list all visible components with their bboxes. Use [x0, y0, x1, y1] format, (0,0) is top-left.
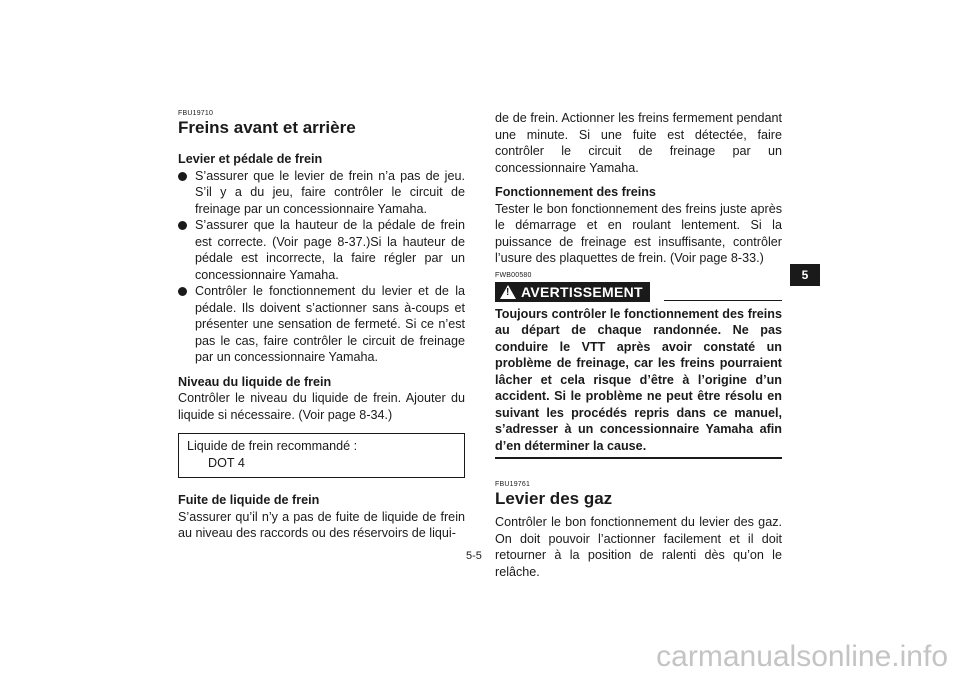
bullet-icon	[178, 221, 187, 230]
subheading-fluid-level: Niveau du liquide de frein	[178, 374, 332, 389]
bullet-icon	[178, 172, 187, 181]
subheading-brake-lever: Levier et pédale de frein	[178, 152, 323, 166]
warning-code: FWB00580	[495, 271, 532, 279]
section2-code: FBU19761	[495, 481, 531, 488]
bullet-icon	[178, 287, 187, 296]
paragraph-throttle: Contrôler le bon fonctionnement du levier des gaz. On doit pouvoir l’actionner facilement et il doit retourner à la position de ralenti dès qu’on le relâche.	[495, 515, 782, 579]
paragraph-fluid-level: Contrôler le niveau du liquide de frein. Ajouter du liquide si nécessaire. (Voir page 8-34.)	[178, 391, 465, 422]
list-item: Contrôler le fonctionnement du levier et de la pédale. Ils doivent s’actionner sans à-coups et présenter une sensation de fermeté. Si ce n’est pas le cas, faire contrôler le circuit de freinage par un concessionnaire Yamaha.	[178, 283, 465, 366]
chapter-tab: 5	[790, 264, 820, 286]
warning-text: Toujours contrôler le fonctionnement des freins au départ de chaque randonnée. Ne pas conduire le VTT après avoir constaté un problème de freinage, car les freins pourraient lâcher et cela risque d’être à l’origine d’un accident. Si le problème ne peut être résolu en suivant les procédés repris dans ce manuel, s’adresser à un concessionnaire Yamaha afin d’en déterminer la cause.	[495, 306, 782, 460]
subheading-fluid-leak: Fuite de liquide de frein	[178, 493, 320, 507]
warning-label: AVERTISSEMENT	[521, 283, 643, 300]
box-value: DOT 4	[208, 455, 245, 470]
list-item: S’assurer que la hauteur de la pédale de frein est correcte. (Voir page 8-37.)Si la hauteur de pédale est incorrecte, la faire régler par un concessionnaire Yamaha.	[178, 217, 465, 283]
paragraph-brake-operation: Tester le bon fonctionnement des freins juste après le démarrage et en roulant lentement. Si la puissance de freinage est insuffisante, contrôler l’usure des plaquettes de frein. (Voir page 8-33.)	[495, 201, 782, 265]
box-label: Liquide de frein recommandé :	[187, 439, 358, 453]
brake-check-list	[178, 168, 465, 366]
section-title: Freins avant et arrière	[178, 118, 356, 137]
warning-rule	[664, 300, 782, 301]
left-column	[178, 110, 465, 542]
list-item: S’assurer que le levier de frein n’a pas de jeu. S’il y a du jeu, faire contrôler le circuit de freinage par un concessionnaire Yamaha.	[178, 168, 465, 218]
right-column	[495, 110, 782, 580]
paragraph-continued: de de frein. Actionner les freins fermement pendant une minute. Si une fuite est détectée, faire contrôler le circuit de freinage par un concessionnaire Yamaha.	[495, 111, 782, 175]
watermark: carmanualsonline.info	[656, 640, 948, 673]
warning-badge	[495, 282, 650, 302]
subheading-brake-operation: Fonctionnement des freins	[495, 185, 656, 199]
section2-title: Levier des gaz	[495, 489, 613, 508]
warning-triangle-icon: !	[500, 285, 516, 299]
paragraph-fluid-leak: S’assurer qu’il n’y a pas de fuite de liquide de frein au niveau des raccords ou des réservoirs de liqui-	[178, 509, 465, 540]
section-code: FBU19710	[178, 110, 214, 117]
recommended-fluid-box	[178, 433, 465, 478]
page-number: 5-5	[466, 550, 482, 562]
warning-header	[495, 282, 782, 302]
